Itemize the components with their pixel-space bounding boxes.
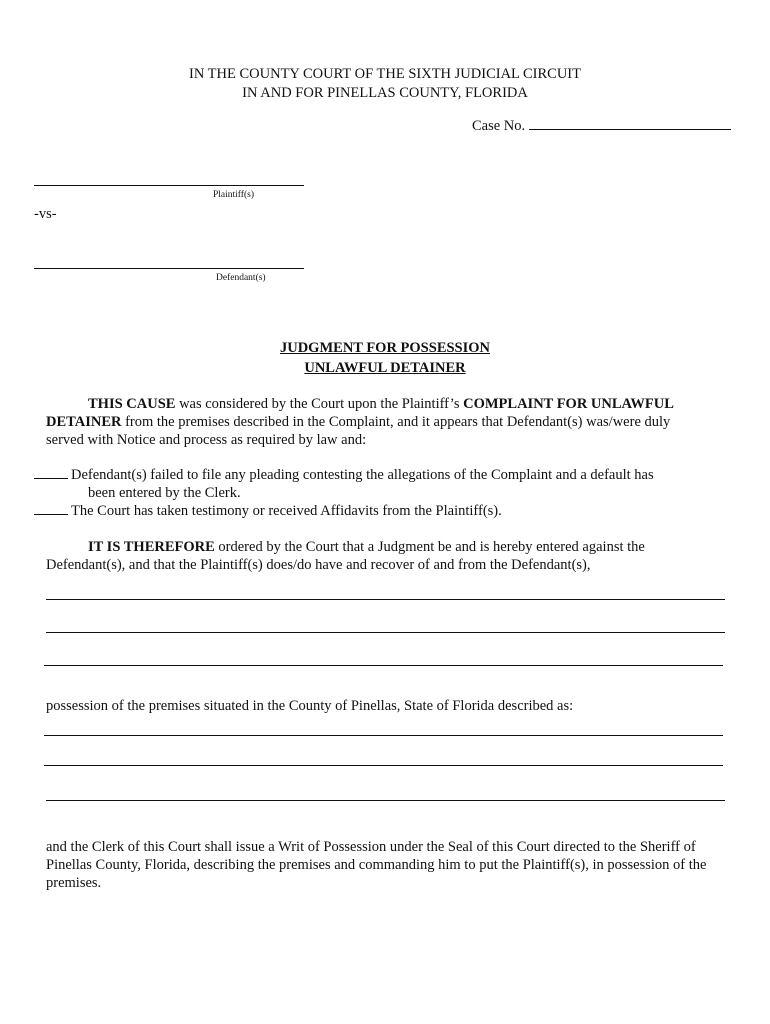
order-line-1: IT IS THEREFORE ordered by the Court that a Judgment be and is hereby entered against the xyxy=(88,539,645,555)
plaintiff-signature-line[interactable] xyxy=(34,185,304,186)
plaintiff-label: Plaintiff(s) xyxy=(213,190,254,200)
order-line-2: Defendant(s), and that the Plaintiff(s) does/do have and recover of and from the Defendant(s), xyxy=(46,557,591,573)
possession-text: possession of the premises situated in the County of Pinellas, State of Florida described as: xyxy=(46,698,574,714)
defendant-signature-line[interactable] xyxy=(34,268,304,269)
premises-line-3[interactable] xyxy=(46,800,725,801)
defendant-name-line-2[interactable] xyxy=(46,632,725,633)
document-title: JUDGMENT FOR POSSESSION xyxy=(279,340,491,356)
premises-line-2[interactable] xyxy=(44,765,723,766)
option-default-checkbox[interactable] xyxy=(34,466,68,479)
defendant-name-line-3[interactable] xyxy=(44,665,723,666)
court-heading-line-1: IN THE COUNTY COURT OF THE SIXTH JUDICIAL CIRCUIT xyxy=(189,66,581,82)
clerk-line-3: premises. xyxy=(46,875,102,891)
clerk-line-1: and the Clerk of this Court shall issue a Writ of Possession under the Seal of this Court directed to the Sheriff of xyxy=(46,839,696,855)
option-default: Defendant(s) failed to file any pleading contesting the allegations of the Complaint and a default has xyxy=(34,466,654,484)
intro-line-1: THIS CAUSE was considered by the Court upon the Plaintiff’s COMPLAINT FOR UNLAWFUL xyxy=(88,396,674,412)
premises-line-1[interactable] xyxy=(44,735,723,736)
clerk-line-2: Pinellas County, Florida, describing the premises and commanding him to put the Plaintiff(s), in possession of the xyxy=(46,857,707,873)
defendant-name-line-1[interactable] xyxy=(46,599,725,600)
versus-label: -vs- xyxy=(34,206,57,222)
defendant-label: Defendant(s) xyxy=(216,273,266,283)
this-cause-bold: THIS CAUSE xyxy=(88,396,176,412)
option-default-line-2: been entered by the Clerk. xyxy=(88,485,241,501)
option-testimony: The Court has taken testimony or received Affidavits from the Plaintiff(s). xyxy=(34,502,502,520)
document-subtitle: UNLAWFUL DETAINER xyxy=(304,360,466,376)
case-number-field xyxy=(472,117,731,135)
intro-line-2: DETAINER from the premises described in the Complaint, and it appears that Defendant(s) was/were duly xyxy=(46,414,671,430)
case-number-label: Case No. xyxy=(472,118,526,134)
complaint-bold: COMPLAINT FOR UNLAWFUL xyxy=(463,396,674,412)
court-heading-line-2: IN AND FOR PINELLAS COUNTY, FLORIDA xyxy=(242,85,528,101)
option-testimony-checkbox[interactable] xyxy=(34,502,68,515)
case-number-blank[interactable] xyxy=(529,117,731,130)
detainer-bold: DETAINER xyxy=(46,414,122,430)
intro-line-3: served with Notice and process as required by law and: xyxy=(46,432,367,448)
therefore-bold: IT IS THEREFORE xyxy=(88,539,215,555)
